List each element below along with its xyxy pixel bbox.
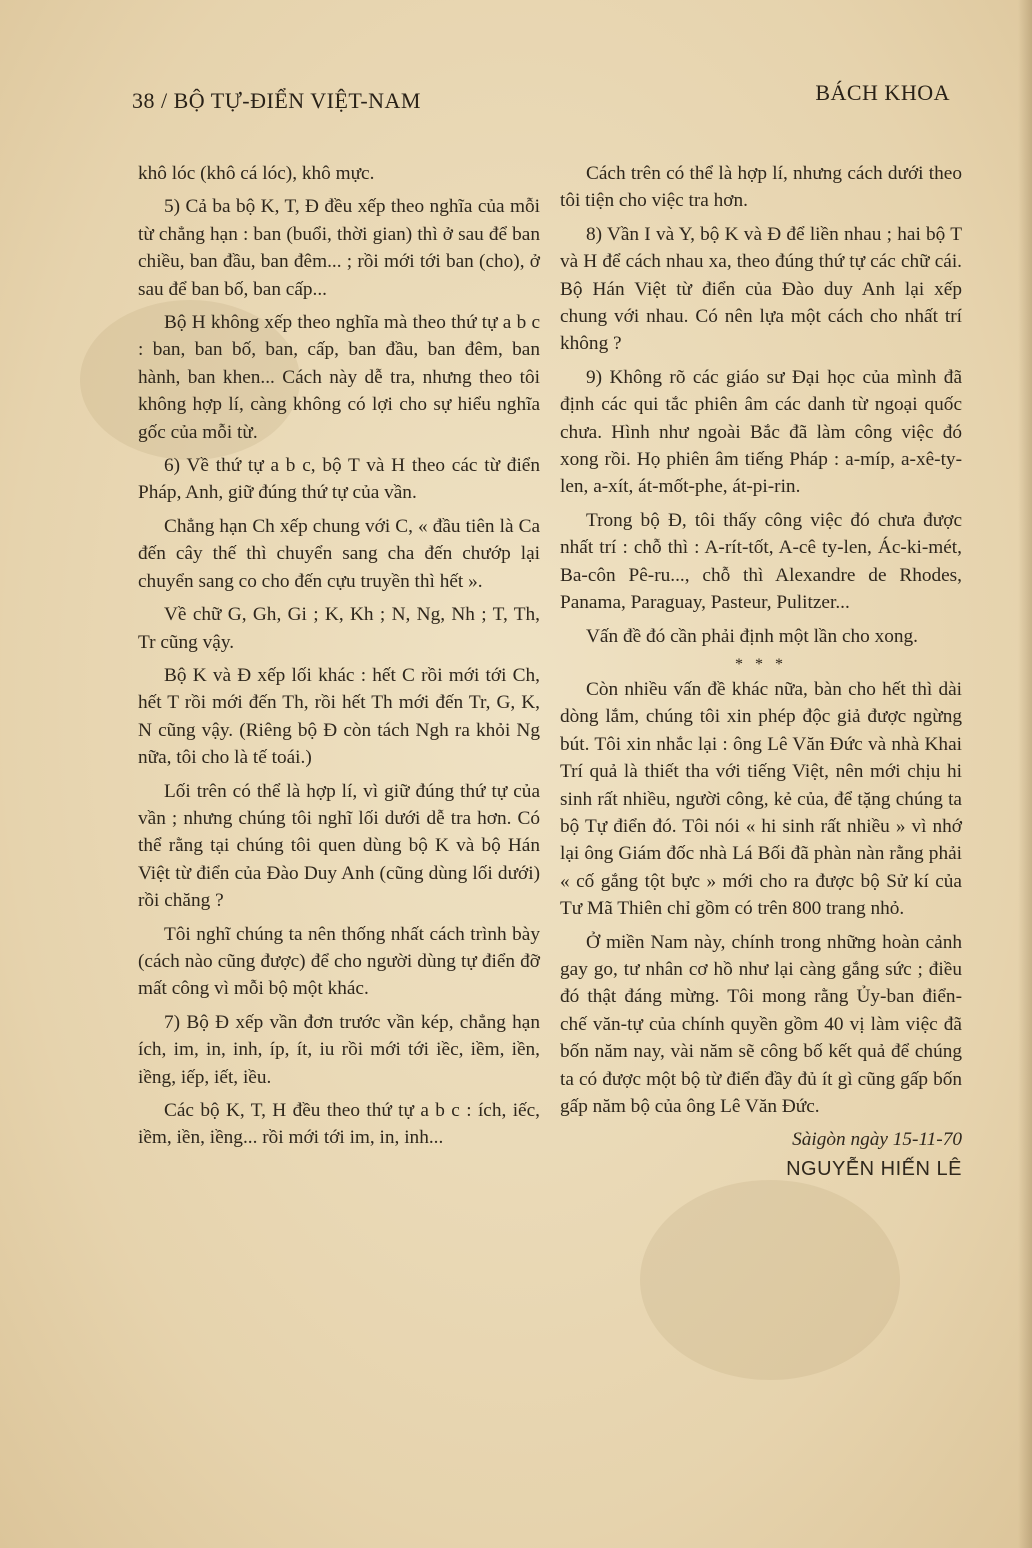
paragraph: Còn nhiều vấn đề khác nữa, bàn cho hết thì dài dòng lắm, chúng tôi xin phép độc giả được ngừng bút. Tôi xin nhắc lại : ông Lê Văn Đức và nhà Khai Trí quả là thiết tha với tiếng Việt, nên mới chịu hi sinh rất nhiều, người công, kẻ của, để tặng chúng ta bộ Tự điển đó. Tôi nói « hi sinh rất nhiều » vì nhớ lại ông Giám đốc nhà Lá Bối đã phàn nàn rằng phải « cố gắng tột bực » mới cho ra được bộ Sử kí của Tư Mã Thiên chỉ gồm có trên 800 trang nhỏ. bbox=[560, 678, 962, 920]
right-column bbox=[560, 160, 962, 1183]
page-header bbox=[132, 78, 950, 118]
paragraph: 8) Vần I và Y, bộ K và Đ để liền nhau ; hai bộ T và H để cách nhau xa, theo đúng thứ tự các chữ cái. Bộ Hán Việt từ điển của Đào duy Anh lại xếp chung với nhau. Có nên lựa một cách cho nhất trí không ? bbox=[560, 223, 962, 355]
paragraph: Cách trên có thể là hợp lí, nhưng cách dưới theo tôi tiện cho việc tra hơn. bbox=[560, 163, 962, 212]
paragraph: Bộ H không xếp theo nghĩa mà theo thứ tự a b c : ban, ban bố, ban, cấp, ban đầu, ban đêm, ban hành, ban khen... Cách này dễ tra, nhưng theo tôi không hợp lí, càng không có lợi cho sự hiểu nghĩa gốc của mỗi từ. bbox=[138, 312, 540, 443]
page-edge-shadow bbox=[1018, 0, 1032, 1548]
paragraph: khô lóc (khô cá lóc), khô mực. bbox=[138, 163, 375, 184]
paragraph: Vấn đề đó cần phải định một lần cho xong. bbox=[586, 625, 918, 647]
paragraph: Các bộ K, T, H đều theo thứ tự a b c : ích, iếc, iềm, iền, iềng... rồi mới tới im, in, inh... bbox=[138, 1100, 540, 1149]
paragraph: Tôi nghĩ chúng ta nên thống nhất cách trình bày (cách nào cũng được) để cho người dùng tự điển đỡ mất công vì mỗi bộ một khác. bbox=[138, 923, 540, 1000]
paragraph: Chẳng hạn Ch xếp chung với C, « đầu tiên là Ca đến cây thế thì chuyển sang cha đến chướp lại chuyển sang co cho đến cựu truyền thì hết ». bbox=[138, 515, 540, 592]
paragraph: Về chữ G, Gh, Gi ; K, Kh ; N, Ng, Nh ; T, Th, Tr cũng vậy. bbox=[138, 604, 540, 653]
running-title: 38 / BỘ TỰ-ĐIỂN VIỆT-NAM bbox=[132, 88, 421, 113]
section-separator: * * * bbox=[735, 655, 787, 673]
signature-date: Sàigòn ngày 15-11-70 bbox=[792, 1129, 962, 1151]
paragraph: Trong bộ Đ, tôi thấy công việc đó chưa được nhất trí : chỗ thì : A-rít-tốt, A-cê ty-len, Ác-ki-mét, Ba-côn Pê-ru..., chỗ thì Alexandre de Rhodes, Panama, Paraguay, Pasteur, Pulitzer... bbox=[560, 509, 962, 614]
paragraph: Lối trên có thể là hợp lí, vì giữ đúng thứ tự của vần ; nhưng chúng tôi nghĩ lối dưới dễ tra hơn. Có thể rằng tại chúng tôi quen dùng bộ K và bộ Hán Việt từ điển của Đào Duy Anh (cũng dùng lối dưới) rồi chăng ? bbox=[138, 780, 540, 912]
paragraph: 7) Bộ Đ xếp vần đơn trước vần kép, chẳng hạn ích, im, in, inh, íp, ít, iu rồi mới tới iềc, iềm, iền, iềng, iếp, iết, iều. bbox=[138, 1011, 540, 1088]
paragraph: Ở miền Nam này, chính trong những hoàn cảnh gay go, tư nhân cơ hồ như lại càng gắng sức ; điều đó thật đáng mừng. Tôi mong rằng Ủy-ban điển-chế văn-tự của chính quyền gồm 40 vị làm việc đã bốn năm nay, vài năm sẽ công bố kết quả để chúng ta có được một bộ từ điển đầy đủ ít gì cũng gấp bốn gấp năm bộ của ông Lê Văn Đức. bbox=[560, 931, 962, 1117]
paragraph: 5) Cả ba bộ K, T, Đ đều xếp theo nghĩa của mỗi từ chẳng hạn : ban (buổi, thời gian) thì ở sau để ban chiều, ban đầu, ban đêm... ; rồi mới tới ban (cho), ở sau để ban bố, ban cấp... bbox=[138, 196, 540, 300]
paragraph: 9) Không rõ các giáo sư Đại học của mình đã định các qui tắc phiên âm các danh từ ngoại quốc chưa. Hình như ngoài Bắc đã làm công việc đó xong rồi. Họ phiên âm tiếng Pháp : a-míp, a-xê-ty-len, a-xít, át-mốt-phe, át-pi-rin. bbox=[560, 366, 962, 498]
left-column bbox=[138, 160, 540, 1158]
paper-stain bbox=[640, 1180, 900, 1380]
paragraph: Bộ K và Đ xếp lối khác : hết C rồi mới tới Ch, hết T rồi mới đến Th, rồi hết Th mới đến Tr, G, K, N cũng vậy. (Riêng bộ Đ còn tách Ngh ra khỏi Ng nữa, tôi cho là tế toái.) bbox=[138, 664, 540, 769]
magazine-name: BÁCH KHOA bbox=[815, 80, 950, 105]
author-name: NGUYỄN HIẾN LÊ bbox=[786, 1157, 962, 1180]
paragraph: 6) Về thứ tự a b c, bộ T và H theo các từ điển Pháp, Anh, giữ đúng thứ tự của vần. bbox=[138, 455, 540, 504]
